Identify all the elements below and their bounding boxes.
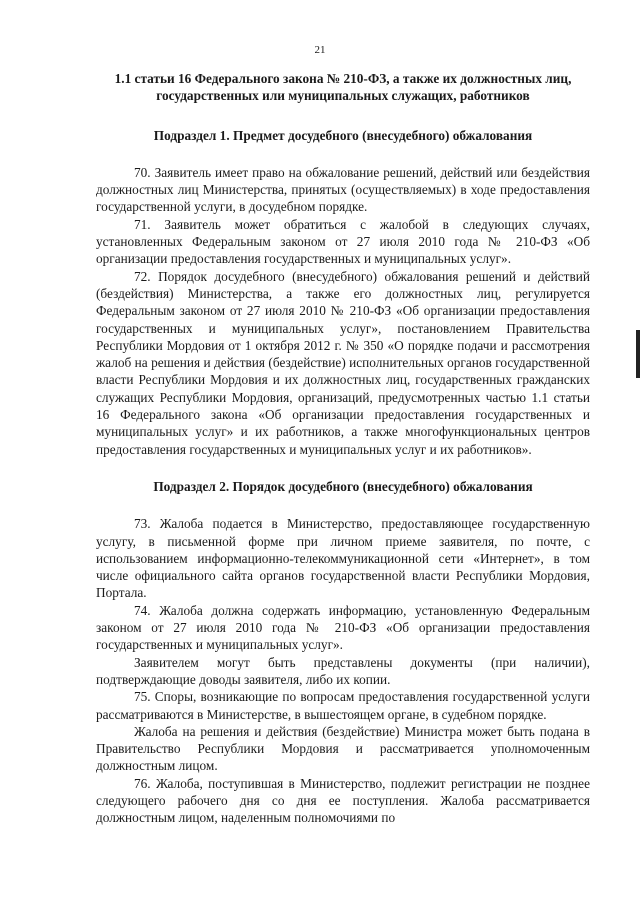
paragraph-74: 74. Жалоба должна содержать информацию, установленную Федеральным законом от 27 июля 2010 года № 210-ФЗ «Об организации предоставления государственных и муниципальных услуг». <box>96 602 590 653</box>
section-heading-continuation: 1.1 статьи 16 Федерального закона № 210-ФЗ, а также их должностных лиц, государственных или муниципальных служащих, работников <box>114 71 572 104</box>
subsection-2-title: Подраздел 2. Порядок досудебного (внесудебного) обжалования <box>153 478 533 494</box>
paragraph-74-documents: Заявителем могут быть представлены документы (при наличии), подтверждающие доводы заявителя, либо их копии. <box>96 654 590 687</box>
paragraph-73: 73. Жалоба подается в Министерство, предоставляющее государственную услугу, в письменной форме при личном приеме заявителя, по почте, с использованием информационно-телекоммуникационной сети «Интернет», в том числе официального сайта органов государственной власти Республики Мордовия, Портала. <box>96 516 590 601</box>
paragraph-75: 75. Споры, возникающие по вопросам предоставления государственной услуги рассматриваются в Министерстве, в вышестоящем органе, в судебном порядке. <box>96 689 590 722</box>
subsection-1-title: Подраздел 1. Предмет досудебного (внесудебного) обжалования <box>153 127 533 143</box>
paragraph-75-minister-complaint: Жалоба на решения и действия (бездействие) Министра может быть подана в Правительство Республики Мордовия и рассматривается уполномоченным должностным лицом. <box>96 723 590 774</box>
page-number: 21 <box>314 44 326 56</box>
page-content <box>96 70 590 827</box>
paragraph-70: 70. Заявитель имеет право на обжалование решений, действий или бездействия должностных лиц Министерства, принятых (осуществляемых) в ходе предоставления государственной услуги, в досудебном порядке. <box>96 164 590 215</box>
paragraph-71: 71. Заявитель может обратиться с жалобой в следующих случаях, установленных Федеральным законом от 27 июля 2010 года № 210-ФЗ «Об организации предоставления государственных и муниципальных услуг». <box>96 216 590 267</box>
paragraph-76: 76. Жалоба, поступившая в Министерство, подлежит регистрации не позднее следующего рабочего дня со дня ее поступления. Жалоба рассматривается должностным лицом, наделенным полномочиями по <box>96 775 590 826</box>
paragraph-72: 72. Порядок досудебного (внесудебного) обжалования решений и действий (бездействия) Министерства, а также его должностных лиц, регулируется Федеральным законом от 27 июля 2010 № 210-ФЗ «Об организации предоставления государственных и муниципальных услуг», постановлением Правительства Республики Мордовия от 1 октября 2012 г. № 350 «О порядке подачи и рассмотрения жалоб на решения и действия (бездействие) исполнительных органов государственной власти Республики Мордовия и их должностных лиц, государственных гражданских служащих Республики Мордовия, организаций, предусмотренных частью 1.1 статьи 16 Федерального закона «Об организации предоставления государственных и муниципальных услуг» и их работников, а также многофункциональных центров предоставления государственных и муниципальных услуг и их работников». <box>96 268 590 457</box>
scan-edge-mark <box>636 330 640 378</box>
